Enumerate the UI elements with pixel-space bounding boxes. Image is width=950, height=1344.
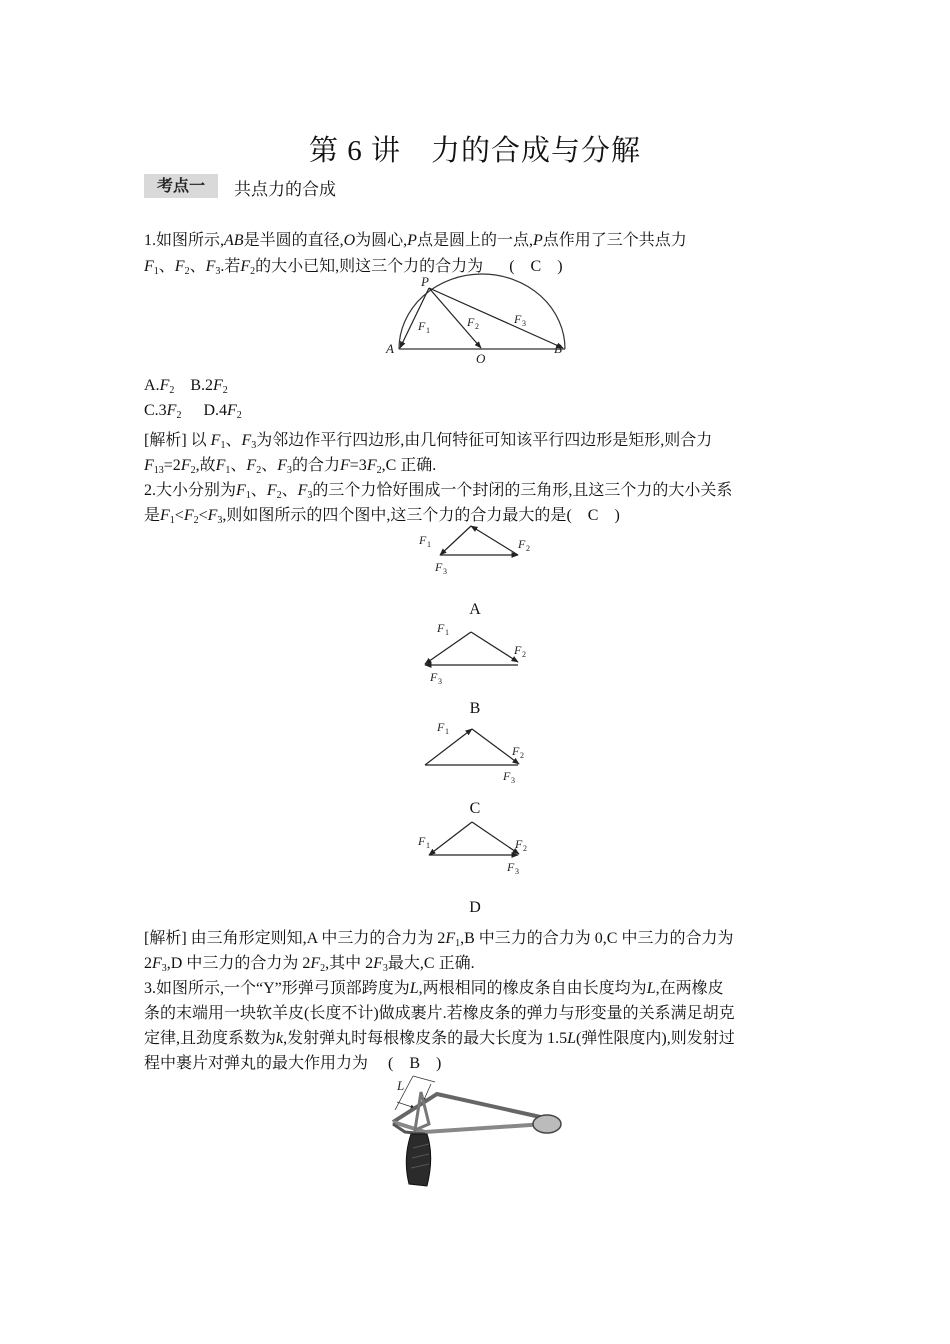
q1-text: 点是圆上的一点, [416, 232, 533, 249]
sym-f: F [205, 258, 216, 275]
label-f3-sub: 3 [522, 319, 526, 328]
label-f1: F [437, 621, 445, 635]
sub: 1 [225, 465, 231, 476]
analysis-text: [解析] 以 [144, 432, 207, 449]
page-title: 第 6 讲 力的合成与分解 [308, 135, 641, 167]
sym-f: F [240, 258, 251, 275]
option-d: D.4 [203, 402, 228, 419]
q1-text: 的大小已知,则这三个力的合力为 [255, 258, 484, 275]
q3-line1 [144, 975, 724, 998]
sym-f: F [215, 457, 226, 474]
analysis-text: ,B 中三力的合力为 0,C 中三力的合力为 [460, 930, 734, 947]
sym-f: F [266, 482, 277, 499]
sub: 2 [320, 963, 326, 974]
sub: 1 [220, 440, 226, 451]
label-o: O [476, 351, 486, 366]
sub: 2 [193, 515, 199, 526]
sub: 1 [245, 490, 251, 501]
q2-triangle-a [415, 522, 540, 580]
sym-f: F [207, 507, 218, 524]
sub: 2 [256, 465, 262, 476]
sym-f: F [152, 955, 162, 972]
sym-f: F [277, 457, 287, 474]
analysis-text: ,其中 2 [325, 955, 374, 972]
sub: 3 [251, 440, 257, 451]
q3-line4 [144, 1050, 441, 1073]
sub: 1 [445, 727, 449, 736]
sub: 1 [445, 628, 449, 637]
sub: 3 [161, 963, 167, 974]
sym-f: F [236, 482, 246, 499]
sym-f: F [246, 457, 257, 474]
q1-text: 是半圆的直径, [243, 232, 344, 249]
sep: 、 [230, 457, 247, 474]
label-f3: F [435, 560, 443, 574]
q2-line2 [144, 502, 620, 526]
q2-answer: ( C ) [566, 507, 620, 524]
q3-text: ,发射弹丸时每根橡皮条的最大长度为 1.5 [283, 1030, 568, 1047]
q1-options-row2 [144, 402, 242, 421]
q1-options-row1 [144, 377, 228, 396]
sym-p: P [407, 232, 417, 249]
caption-b: B [469, 700, 481, 717]
label-f1: F [418, 319, 426, 333]
q3-answer: ( B ) [388, 1055, 442, 1072]
sym-f: F [310, 955, 321, 972]
sub: 3 [217, 515, 223, 526]
sym-f: F [445, 930, 456, 947]
sub: 3 [215, 266, 221, 277]
sym-f: F [340, 457, 350, 474]
sym-f: F [366, 457, 377, 474]
label-f1: F [437, 720, 445, 734]
sub: 1 [153, 266, 159, 277]
q3-text: 定律,且劲度系数为 [144, 1030, 277, 1047]
analysis-text: ,C 正确. [381, 457, 437, 474]
q1-semicircle-figure [385, 274, 575, 366]
sym-f: F [160, 507, 170, 524]
sym-f: F [166, 402, 177, 419]
q3-text: 程中裹片对弹丸的最大作用力为 [144, 1055, 369, 1072]
sym-f: F [144, 258, 154, 275]
sep: 、 [250, 482, 267, 499]
sub: 3 [443, 567, 447, 576]
q1-line1 [144, 227, 687, 250]
sub: 3 [511, 776, 515, 785]
caption-a: A [469, 601, 481, 618]
label-f2: F [514, 643, 522, 657]
label-f1: F [418, 834, 426, 848]
option-a: A. [144, 377, 160, 394]
sub: 2 [176, 410, 182, 421]
q1-text: 点作用了三个共点力 [542, 232, 687, 249]
sub: 3 [382, 963, 388, 974]
sym-f: F [241, 432, 252, 449]
sub: 3 [438, 677, 442, 686]
q2-triangle-d [415, 817, 540, 879]
sym-f: F [297, 482, 308, 499]
sub: 2 [526, 544, 530, 553]
label-p: P [421, 274, 429, 289]
sub: 1 [455, 938, 461, 949]
section-badge: 考点一 [144, 174, 218, 198]
sym-f: F [174, 258, 185, 275]
sym-ab: AB [224, 232, 244, 249]
sub: 13 [153, 465, 164, 476]
analysis-text: 2 [144, 955, 152, 972]
q2-analysis-line1 [144, 925, 733, 949]
analysis-text: 最大,C 正确. [387, 955, 475, 972]
q1-answer: ( C ) [509, 258, 563, 275]
label-b: B [554, 341, 562, 356]
q3-text: ,两根相同的橡皮条自由长度均为 [418, 980, 647, 997]
sym-l: L [567, 1030, 577, 1047]
sym-o: O [343, 232, 356, 249]
sub: 2 [376, 465, 382, 476]
label-f2: F [518, 537, 526, 551]
sym-f: F [227, 402, 237, 419]
q2-triangle-c [415, 717, 540, 787]
sub: 3 [286, 465, 292, 476]
sym-f: F [159, 377, 170, 394]
sym-l: L [646, 980, 656, 997]
q1-analysis-line1 [144, 427, 712, 451]
sym-f: F [210, 432, 221, 449]
sep: 、 [158, 258, 175, 275]
sep: 、 [261, 457, 278, 474]
analysis-text: [解析] 由三角形定则知,A 中三力的合力为 2 [144, 930, 446, 947]
lt: < [198, 507, 208, 524]
q3-line3 [144, 1025, 735, 1048]
analysis-text: 的合力 [291, 457, 340, 474]
sym-p: P [532, 232, 543, 249]
sep: 、 [281, 482, 298, 499]
sub: 2 [522, 650, 526, 659]
sym-f: F [183, 507, 194, 524]
q1-text: 为圆心, [355, 232, 408, 249]
analysis-text: ,故 [195, 457, 216, 474]
q2-text: ,则如图所示的四个图中,这三个力的合力最大的是 [222, 507, 567, 524]
label-f2-sub: 2 [475, 322, 479, 331]
label-f2: F [467, 315, 475, 329]
sub: 3 [307, 490, 313, 501]
q3-line2: 条的末端用一块软羊皮(长度不计)做成裹片.若橡皮条的弹力与形变量的关系满足胡克 [144, 1005, 735, 1022]
sym-k: k [276, 1030, 284, 1047]
label-f2: F [512, 744, 520, 758]
sub: 2 [276, 490, 282, 501]
sym-l: L [409, 980, 419, 997]
label-f1-sub: 1 [426, 326, 430, 335]
sym-f: F [180, 457, 191, 474]
sep: 、 [189, 258, 206, 275]
q3-text: (弹性限度内),则发射过 [576, 1030, 735, 1047]
option-c: C.3 [144, 402, 167, 419]
q3-text: ,在两橡皮 [655, 980, 724, 997]
analysis-text: ,D 中三力的合力为 2 [166, 955, 311, 972]
sym-f: F [213, 377, 223, 394]
q2-line1 [144, 477, 732, 501]
label-a: A [386, 341, 394, 356]
sub: 2 [169, 385, 175, 396]
label-f1: F [419, 533, 427, 547]
sub: 2 [250, 266, 256, 277]
label-f3: F [514, 312, 522, 326]
label-l: L [397, 1078, 405, 1093]
sub: 2 [190, 465, 196, 476]
sub: 2 [523, 844, 527, 853]
lt: < [174, 507, 184, 524]
sub: 1 [169, 515, 175, 526]
sub: 1 [426, 841, 430, 850]
eq: =3 [349, 457, 367, 474]
sub: 2 [222, 385, 228, 396]
q2-text: 2.大小分别为 [144, 482, 237, 499]
label-f3: F [507, 860, 515, 874]
sym-f: F [144, 457, 154, 474]
q2-analysis-line2 [144, 950, 475, 974]
q2-text: 的三个力恰好围成一个封闭的三角形,且这三个力的大小关系 [312, 482, 733, 499]
label-f3: F [430, 670, 438, 684]
sub: 2 [236, 410, 242, 421]
sub: 2 [184, 266, 190, 277]
sep: 、 [225, 432, 242, 449]
q1-text: 1.如图所示, [144, 232, 225, 249]
sub: 3 [515, 867, 519, 876]
q3-text: 3.如图所示,一个“Y”形弹弓顶部跨度为 [144, 980, 410, 997]
sub: 1 [427, 540, 431, 549]
q1-analysis-line2 [144, 452, 436, 476]
label-f3: F [503, 769, 511, 783]
slingshot-figure [385, 1072, 565, 1190]
sub: 2 [520, 751, 524, 760]
caption-c: C [469, 800, 481, 817]
caption-d: D [469, 899, 481, 916]
q1-text: .若 [220, 258, 241, 275]
sym-f: F [373, 955, 383, 972]
analysis-text: 为邻边作平行四边形,由几何特征可知该平行四边形是矩形,则合力 [256, 432, 713, 449]
label-f2: F [515, 837, 523, 851]
q2-triangle-b [415, 620, 540, 686]
q2-text: 是 [144, 507, 161, 524]
section-heading: 共点力的合成 [234, 180, 336, 199]
eq: =2 [163, 457, 181, 474]
option-b: B.2 [190, 377, 214, 394]
